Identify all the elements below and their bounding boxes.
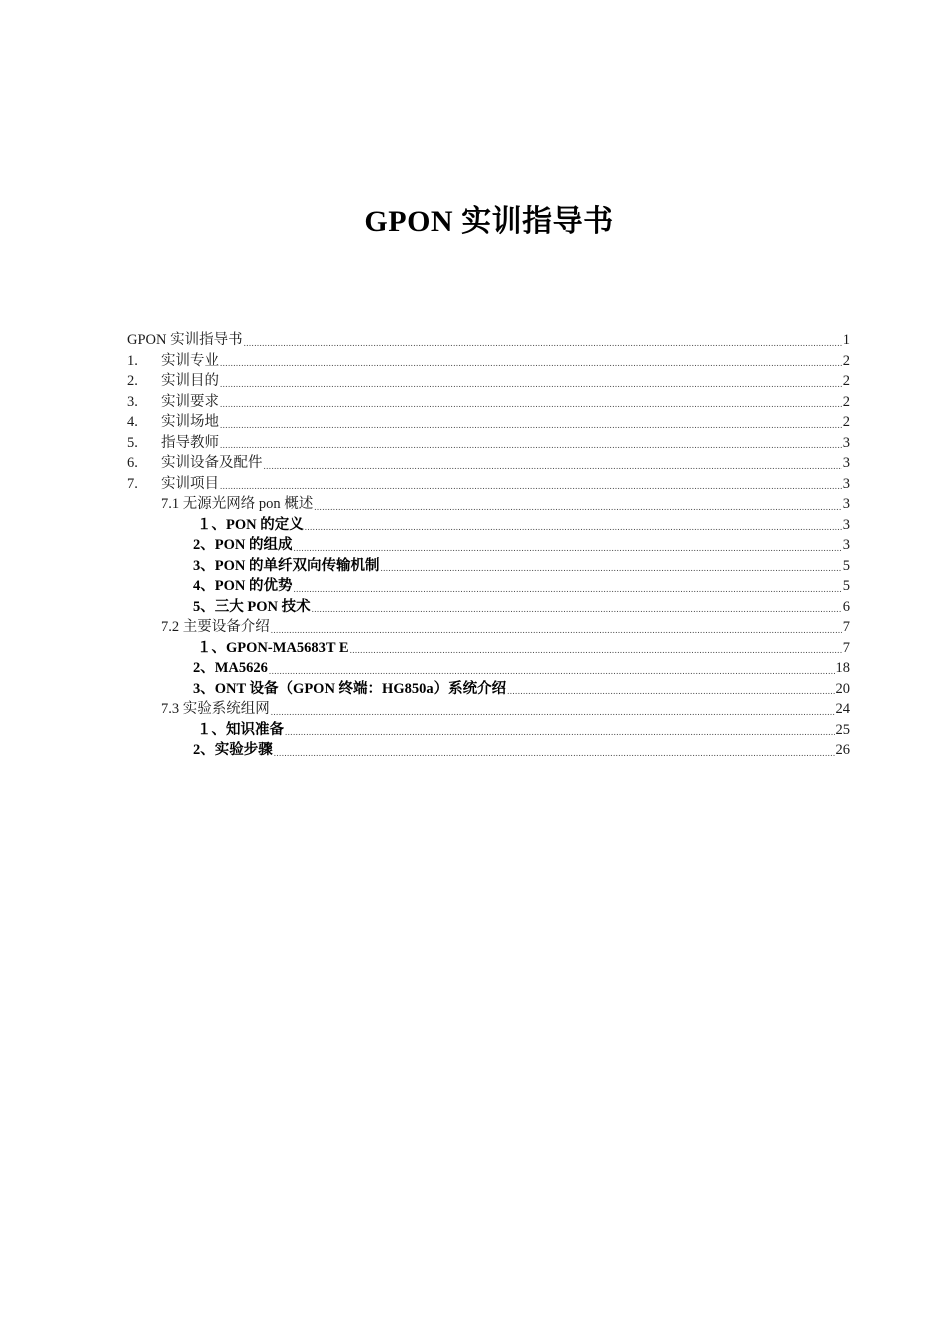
toc-entry-number: 7.	[127, 475, 138, 492]
toc-page-number: 3	[842, 475, 850, 492]
toc-leader-dots	[220, 396, 842, 412]
toc-entry-2[interactable]	[127, 371, 850, 392]
toc-entry-text: 实训设备及配件	[161, 455, 263, 471]
toc-entry-title[interactable]	[127, 330, 850, 351]
toc-entry-5[interactable]	[127, 433, 850, 454]
toc-entry-7-3-1[interactable]	[127, 720, 850, 741]
toc-page-number: 5	[842, 557, 850, 574]
toc-entry-text: 7.2 主要设备介绍	[161, 619, 270, 635]
toc-leader-dots	[271, 704, 835, 720]
toc-leader-dots	[220, 376, 842, 392]
toc-entry-number: 2.	[127, 373, 138, 389]
toc-entry-text: 7.1 无源光网络 pon 概述	[161, 496, 314, 512]
table-of-contents	[127, 330, 850, 761]
toc-entry-text: 指导教师	[161, 434, 219, 451]
toc-entry-text: 3、PON 的单纤双向传输机制	[193, 557, 380, 574]
toc-entry-7-3[interactable]	[127, 699, 850, 720]
toc-page-number: 2	[842, 414, 850, 430]
toc-entry-text: 实训专业	[161, 352, 219, 369]
toc-entry-7-2-2[interactable]	[127, 658, 850, 679]
toc-page-number: 3	[842, 496, 850, 512]
toc-leader-dots	[314, 499, 842, 515]
toc-leader-dots	[507, 683, 834, 699]
toc-entry-number: 4.	[127, 414, 138, 430]
toc-leader-dots	[220, 437, 842, 453]
toc-leader-dots	[305, 519, 842, 535]
toc-page-number: 7	[842, 619, 850, 635]
toc-page-number: 26	[835, 742, 850, 758]
toc-entry-3[interactable]	[127, 392, 850, 413]
toc-leader-dots	[220, 417, 842, 433]
toc-page-number: 20	[835, 680, 850, 697]
toc-entry-text: 实训场地	[161, 414, 219, 430]
toc-leader-dots	[220, 355, 842, 371]
toc-entry-7-1-1[interactable]	[127, 515, 850, 536]
toc-entry-text: GPON 实训指导书	[127, 332, 243, 348]
toc-page-number: 1	[842, 332, 850, 348]
toc-leader-dots	[271, 622, 842, 638]
toc-entry-1[interactable]	[127, 351, 850, 372]
toc-entry-text: 实训要求	[161, 393, 219, 410]
toc-leader-dots	[285, 724, 835, 740]
toc-entry-7-1-2[interactable]	[127, 535, 850, 556]
toc-leader-dots	[264, 458, 842, 474]
toc-page-number: 3	[842, 434, 850, 451]
toc-leader-dots	[220, 478, 842, 494]
toc-entry-text: １、PON 的定义	[197, 516, 304, 533]
toc-entry-text: 实训项目	[161, 475, 219, 492]
toc-leader-dots	[293, 581, 841, 597]
toc-entry-7-1-5[interactable]	[127, 597, 850, 618]
toc-entry-number: 6.	[127, 455, 138, 471]
toc-leader-dots	[293, 540, 841, 556]
toc-page-number: 3	[842, 455, 850, 471]
toc-entry-7[interactable]	[127, 474, 850, 495]
toc-entry-number: 3.	[127, 393, 138, 410]
toc-entry-text: 2、PON 的组成	[193, 537, 293, 553]
toc-page-number: 3	[842, 516, 850, 533]
toc-entry-4[interactable]	[127, 412, 850, 433]
toc-entry-6[interactable]	[127, 453, 850, 474]
toc-entry-text: １、知识准备	[197, 721, 284, 738]
toc-entry-text: 2、MA5626	[193, 660, 268, 676]
toc-entry-7-2-1[interactable]	[127, 638, 850, 659]
toc-entry-7-1-3[interactable]	[127, 556, 850, 577]
toc-page-number: 18	[835, 660, 850, 676]
toc-entry-text: 5、三大 PON 技术	[193, 598, 311, 615]
toc-entry-number: 5.	[127, 434, 138, 451]
toc-leader-dots	[312, 601, 842, 617]
toc-entry-text: 实训目的	[161, 373, 219, 389]
toc-page-number: 2	[842, 393, 850, 410]
toc-leader-dots	[350, 642, 842, 658]
toc-entry-7-2[interactable]	[127, 617, 850, 638]
toc-leader-dots	[244, 335, 842, 351]
toc-page-number: 24	[835, 701, 850, 717]
document-title: GPON 实训指导书	[364, 205, 614, 238]
toc-page-number: 5	[842, 578, 850, 594]
toc-entry-7-1-4[interactable]	[127, 576, 850, 597]
toc-page-number: 2	[842, 352, 850, 369]
toc-entry-text: １、GPON-MA5683T E	[197, 639, 349, 656]
toc-entry-7-2-3[interactable]	[127, 679, 850, 700]
toc-entry-7-3-2[interactable]	[127, 740, 850, 761]
toc-entry-text: 4、PON 的优势	[193, 578, 293, 594]
toc-entry-number: 1.	[127, 352, 138, 369]
toc-page-number: 3	[842, 537, 850, 553]
toc-leader-dots	[269, 663, 835, 679]
toc-entry-text: 2、实验步骤	[193, 742, 273, 758]
toc-leader-dots	[380, 560, 841, 576]
toc-entry-text: 7.3 实验系统组网	[161, 701, 270, 717]
toc-entry-text: 3、ONT 设备（GPON 终端：HG850a）系统介绍	[193, 680, 507, 697]
toc-page-number: 7	[842, 639, 850, 656]
toc-page-number: 6	[842, 598, 850, 615]
toc-entry-7-1[interactable]	[127, 494, 850, 515]
toc-leader-dots	[274, 745, 835, 761]
toc-page-number: 25	[835, 721, 850, 738]
toc-page-number: 2	[842, 373, 850, 389]
